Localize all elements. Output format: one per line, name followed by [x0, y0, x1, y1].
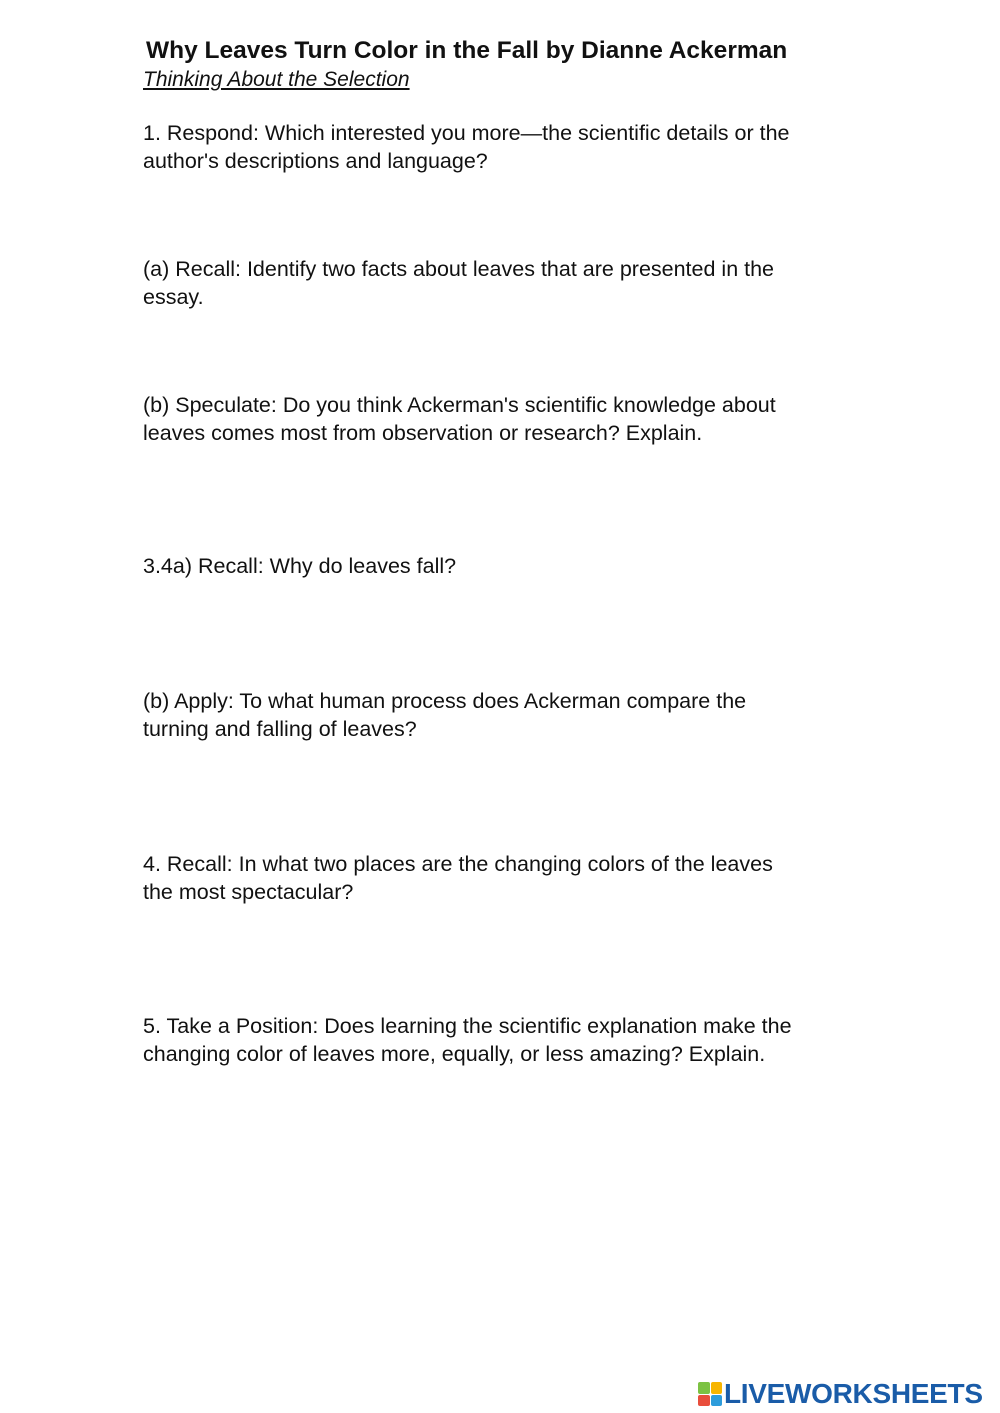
- question-3a-recall: [143, 553, 873, 581]
- question-line: author's descriptions and language?: [143, 148, 488, 173]
- question-1-respond: [143, 120, 873, 175]
- question-2b-speculate: [143, 392, 873, 447]
- liveworksheets-brand: [698, 1376, 983, 1412]
- question-line: the most spectacular?: [143, 879, 354, 904]
- question-line: 5. Take a Position: Does learning the scientific explanation make the: [143, 1014, 792, 1038]
- brand-wordmark: LIVEWORKSHEETS: [724, 1378, 983, 1409]
- liveworksheets-logo-icon: [698, 1382, 722, 1406]
- document-title: Why Leaves Turn Color in the Fall by Dianne Ackerman: [146, 37, 788, 64]
- question-line: essay.: [143, 284, 204, 309]
- question-5-take-position: [143, 1013, 873, 1068]
- question-line: 3.4a) Recall: Why do leaves fall?: [143, 554, 457, 578]
- document-subtitle: Thinking About the Selection: [143, 68, 410, 91]
- question-line: changing color of leaves more, equally, or less amazing? Explain.: [143, 1041, 766, 1066]
- question-line: (b) Speculate: Do you think Ackerman's scientific knowledge about: [143, 393, 776, 417]
- question-line: (a) Recall: Identify two facts about leaves that are presented in the: [143, 257, 775, 281]
- question-4-recall: [143, 851, 873, 906]
- question-2a-recall: [143, 256, 873, 311]
- question-line: 1. Respond: Which interested you more—the scientific details or the: [143, 121, 790, 145]
- question-3b-apply: [143, 688, 873, 743]
- question-line: 4. Recall: In what two places are the changing colors of the leaves: [143, 852, 773, 876]
- question-line: (b) Apply: To what human process does Ackerman compare the: [143, 689, 747, 713]
- question-line: leaves comes most from observation or research? Explain.: [143, 420, 703, 445]
- question-line: turning and falling of leaves?: [143, 716, 417, 741]
